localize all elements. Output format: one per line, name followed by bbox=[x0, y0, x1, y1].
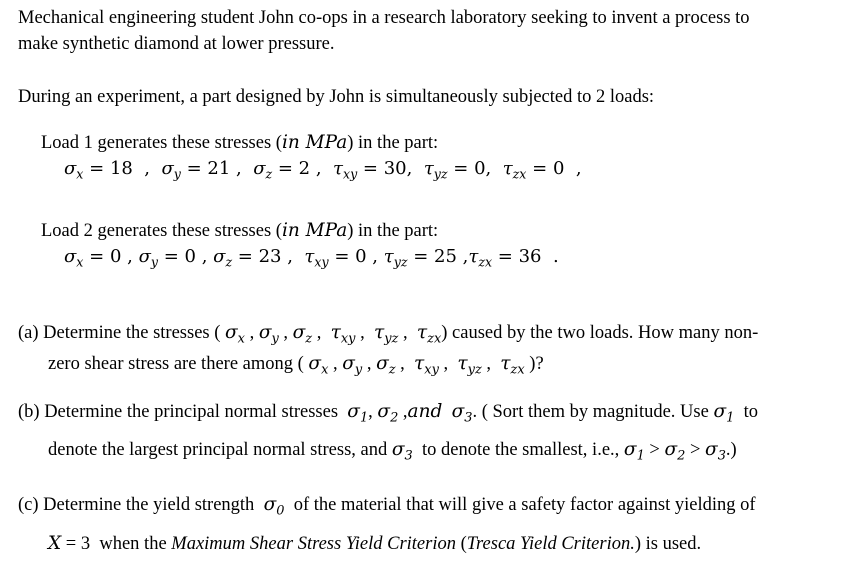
load2-sy: 0 bbox=[184, 246, 196, 267]
load1-heading: Load 1 generates these stresses (in MPa) in the part: bbox=[41, 132, 439, 153]
intro-line-2: make synthetic diamond at lower pressure. bbox=[18, 34, 335, 54]
intro-line-1: Mechanical engineering student John co-ops in a research laboratory seeking to invent a process to bbox=[18, 8, 750, 28]
part-a-line-1: (a) Determine the stresses ( $\sigma_x$ , $\sigma_y$ , $\sigma_z$ , $\tau_{xy}$ , $\tau_{yz}$ , $\tau_{zx}$) caused by the two loads. How many non- bbox=[18, 322, 759, 347]
load1-tzx: 0 bbox=[552, 158, 565, 179]
part-a-line-2: zero shear stress are there among ( $\sigma_x$ , $\sigma_y$ , $\sigma_z$ , $\tau_{xy}$ , $\tau_{yz}$ , $\tau_{zx}$ )? bbox=[48, 353, 544, 378]
load1-tyz: 0 bbox=[474, 158, 486, 179]
part-c-line-1: (c) Determine the yield strength $\sigma_0$ of the material that will give a safety factor against yielding of bbox=[18, 494, 756, 519]
load2-tyz: 25 bbox=[434, 246, 457, 267]
part-b-line-1: (b) Determine the principal normal stresses $\sigma_1$, $\sigma_2$ ,and $\sigma_3$. ( Sort them by magnitude. Use $\sigma_1$ to bbox=[18, 401, 758, 426]
part-b-line-2: denote the largest principal normal stress, and $\sigma_3$ to denote the smallest, i.e., $\sigma_1 > \sigma_2 > \sigma_3$.) bbox=[48, 439, 737, 464]
load1-sx: 18 bbox=[109, 158, 133, 179]
load2-heading: Load 2 generates these stresses (in MPa) in the part: bbox=[41, 220, 439, 241]
load2-sx: 0 bbox=[109, 246, 122, 267]
load1-stresses: $\sigma_x = 18$ , $\sigma_y = 21$ , $\sigma_z = 2$ , $\tau_{xy} = 30$, $\tau_{yz} = 0$, $\tau_{zx} = 0$ , bbox=[64, 158, 582, 182]
part-c-line-2: X = 3 when the Maximum Shear Stress Yield Criterion (Tresca Yield Criterion.) is used. bbox=[48, 533, 702, 554]
load2-sz: 23 bbox=[258, 246, 282, 267]
load1-sz: 2 bbox=[298, 158, 311, 179]
load2-stresses: $\sigma_x = 0$ , $\sigma_y = 0$ , $\sigma_z = 23$ , $\tau_{xy} = 0$ , $\tau_{yz} = 25$ $,\tau_{zx} = 36$ . bbox=[64, 246, 559, 270]
load2-tzx: 36 bbox=[518, 246, 542, 267]
load2-txy: 0 bbox=[355, 246, 367, 267]
load1-txy: 30 bbox=[383, 158, 407, 179]
setup-text: During an experiment, a part designed by John is simultaneously subjected to 2 loads: bbox=[18, 87, 655, 107]
load1-sy: 21 bbox=[207, 158, 231, 179]
